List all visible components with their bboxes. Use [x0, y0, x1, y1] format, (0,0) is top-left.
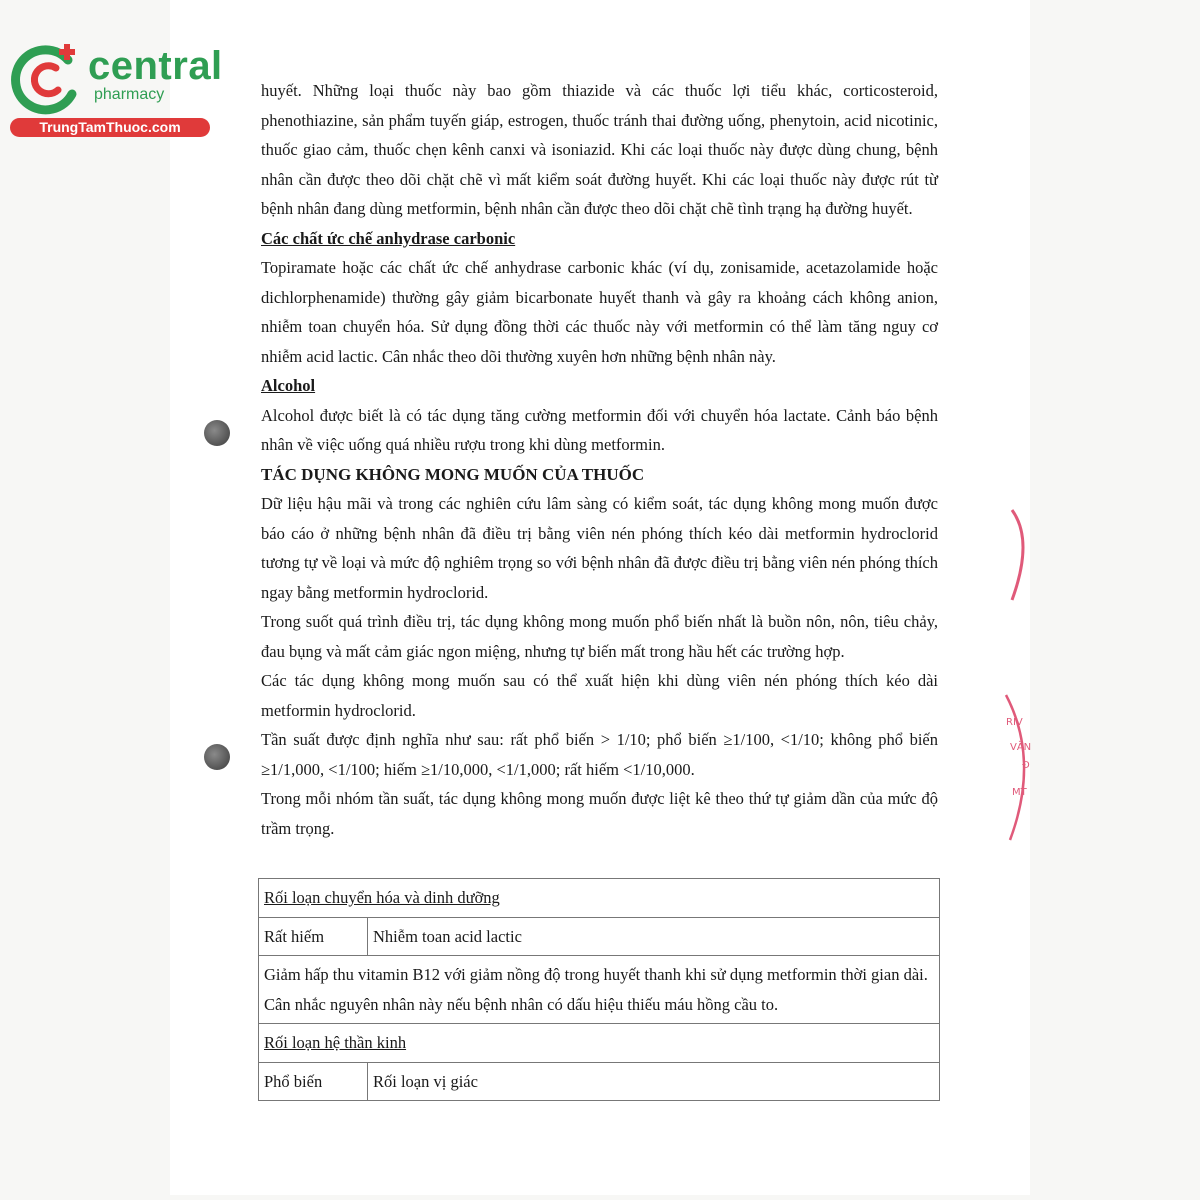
table-row — [259, 917, 940, 956]
paragraph-topiramate: Topiramate hoặc các chất ức chế anhydrase carbonic khác (ví dụ, zonisamide, acetazolamide hoặc dichlorphenamide) thường gây giảm bicarbonate huyết thanh và gây ra khoảng cách không anion, nhiễm toan chuyển hóa. Sử dụng đồng thời các thuốc này với metformin có thể làm tăng nguy cơ nhiễm acid lactic. Cân nhắc theo dõi thường xuyên hơn những bệnh nhân này. — [261, 258, 938, 366]
svg-text:MT: MT — [1012, 787, 1027, 798]
table-category: Rối loạn chuyển hóa và dinh dưỡng — [259, 879, 940, 918]
table-note-cell: Giảm hấp thu vitamin B12 với giảm nồng độ trong huyết thanh khi sử dụng metformin thời gian dài. Cân nhắc nguyên nhân này nếu bệnh nhân có dấu hiệu thiếu máu hồng cầu to. — [259, 956, 940, 1024]
paragraph-alcohol: Alcohol được biết là có tác dụng tăng cường metformin đối với chuyển hóa lactate. Cảnh báo bệnh nhân về việc uống quá nhiều rượu trong khi dùng metformin. — [261, 405, 938, 454]
table-frequency-cell: Rất hiếm — [259, 917, 368, 956]
table-category: Rối loạn hệ thần kinh — [259, 1024, 940, 1063]
logo-website-badge[interactable]: TrungTamThuoc.com — [10, 118, 210, 137]
paragraph-frequency-order: Trong mỗi nhóm tần suất, tác dụng không mong muốn được liệt kê theo thứ tự giảm dần của mức độ trầm trọng. — [261, 789, 938, 838]
table-effect-cell: Nhiễm toan acid lactic — [368, 917, 940, 956]
section-title-adverse-effects: TÁC DỤNG KHÔNG MONG MUỐN CỦA THUỐC — [261, 464, 645, 484]
paragraph-glucose-drugs: huyết. Những loại thuốc này bao gồm thiazide và các thuốc lợi tiểu khác, corticosteroid, phenothiazine, sản phẩm tuyến giáp, estrogen, thuốc tránh thai đường uống, phenytoin, acid nicotinic, thuốc giao cảm, thuốc chẹn kênh canxi và isoniazid. Khi các loại thuốc này được dùng chung, bệnh nhân cần được theo dõi chặt chẽ vì mất kiểm soát đường huyết. Khi các loại thuốc này được rút từ bệnh nhân đang dùng metformin, bệnh nhân cần được theo dõi chặt chẽ tình trạng hạ đường huyết. — [261, 81, 938, 218]
document-body — [261, 76, 938, 843]
table-row — [259, 1024, 940, 1063]
table-frequency-cell: Phổ biến — [259, 1062, 368, 1101]
punch-hole-bottom — [204, 744, 230, 770]
table-row — [259, 879, 940, 918]
logo-brand-sub: pharmacy — [94, 86, 165, 103]
punch-hole-top — [204, 420, 230, 446]
paragraph-common-effects: Trong suốt quá trình điều trị, tác dụng không mong muốn phổ biến nhất là buồn nôn, nôn, tiêu chảy, đau bụng và mất cảm giác ngon miệng, nhưng tự biến mất trong hầu hết các trường hợp. — [261, 612, 938, 661]
heading-alcohol: Alcohol — [261, 376, 316, 395]
adverse-effects-table — [258, 878, 940, 1101]
paragraph-following-effects: Các tác dụng không mong muốn sau có thể xuất hiện khi dùng viên nén phóng thích kéo dài metformin hydroclorid. — [261, 671, 938, 720]
svg-text:Đ: Đ — [1022, 760, 1030, 771]
svg-text:VĂN: VĂN — [1010, 742, 1032, 753]
red-stamp-fragment — [1000, 500, 1040, 860]
heading-carbonic-anhydrase: Các chất ức chế anhydrase carbonic — [261, 228, 516, 248]
table-effect-cell: Rối loạn vị giác — [368, 1062, 940, 1101]
central-pharmacy-logo[interactable] — [10, 38, 223, 138]
paragraph-frequency-definition: Tần suất được định nghĩa như sau: rất phổ biến > 1/10; phổ biến ≥1/100, <1/10; không phổ biến ≥1/1,000, <1/100; hiếm ≥1/10,000, <1/1,000; rất hiếm <1/10,000. — [261, 730, 938, 779]
logo-c-plus-icon — [10, 38, 90, 118]
svg-text:RIV: RIV — [1006, 717, 1023, 728]
table-row — [259, 956, 940, 1024]
table-row — [259, 1062, 940, 1101]
logo-brand-name: central — [88, 44, 223, 88]
paragraph-postmarketing: Dữ liệu hậu mãi và trong các nghiên cứu lâm sàng có kiểm soát, tác dụng không mong muốn được báo cáo ở những bệnh nhân đã điều trị bằng viên nén phóng thích kéo dài metformin hydroclorid tương tự về loại và mức độ nghiêm trọng so với bệnh nhân đã được điều trị bằng viên nén phóng thích ngay bằng metformin hydroclorid. — [261, 494, 938, 602]
